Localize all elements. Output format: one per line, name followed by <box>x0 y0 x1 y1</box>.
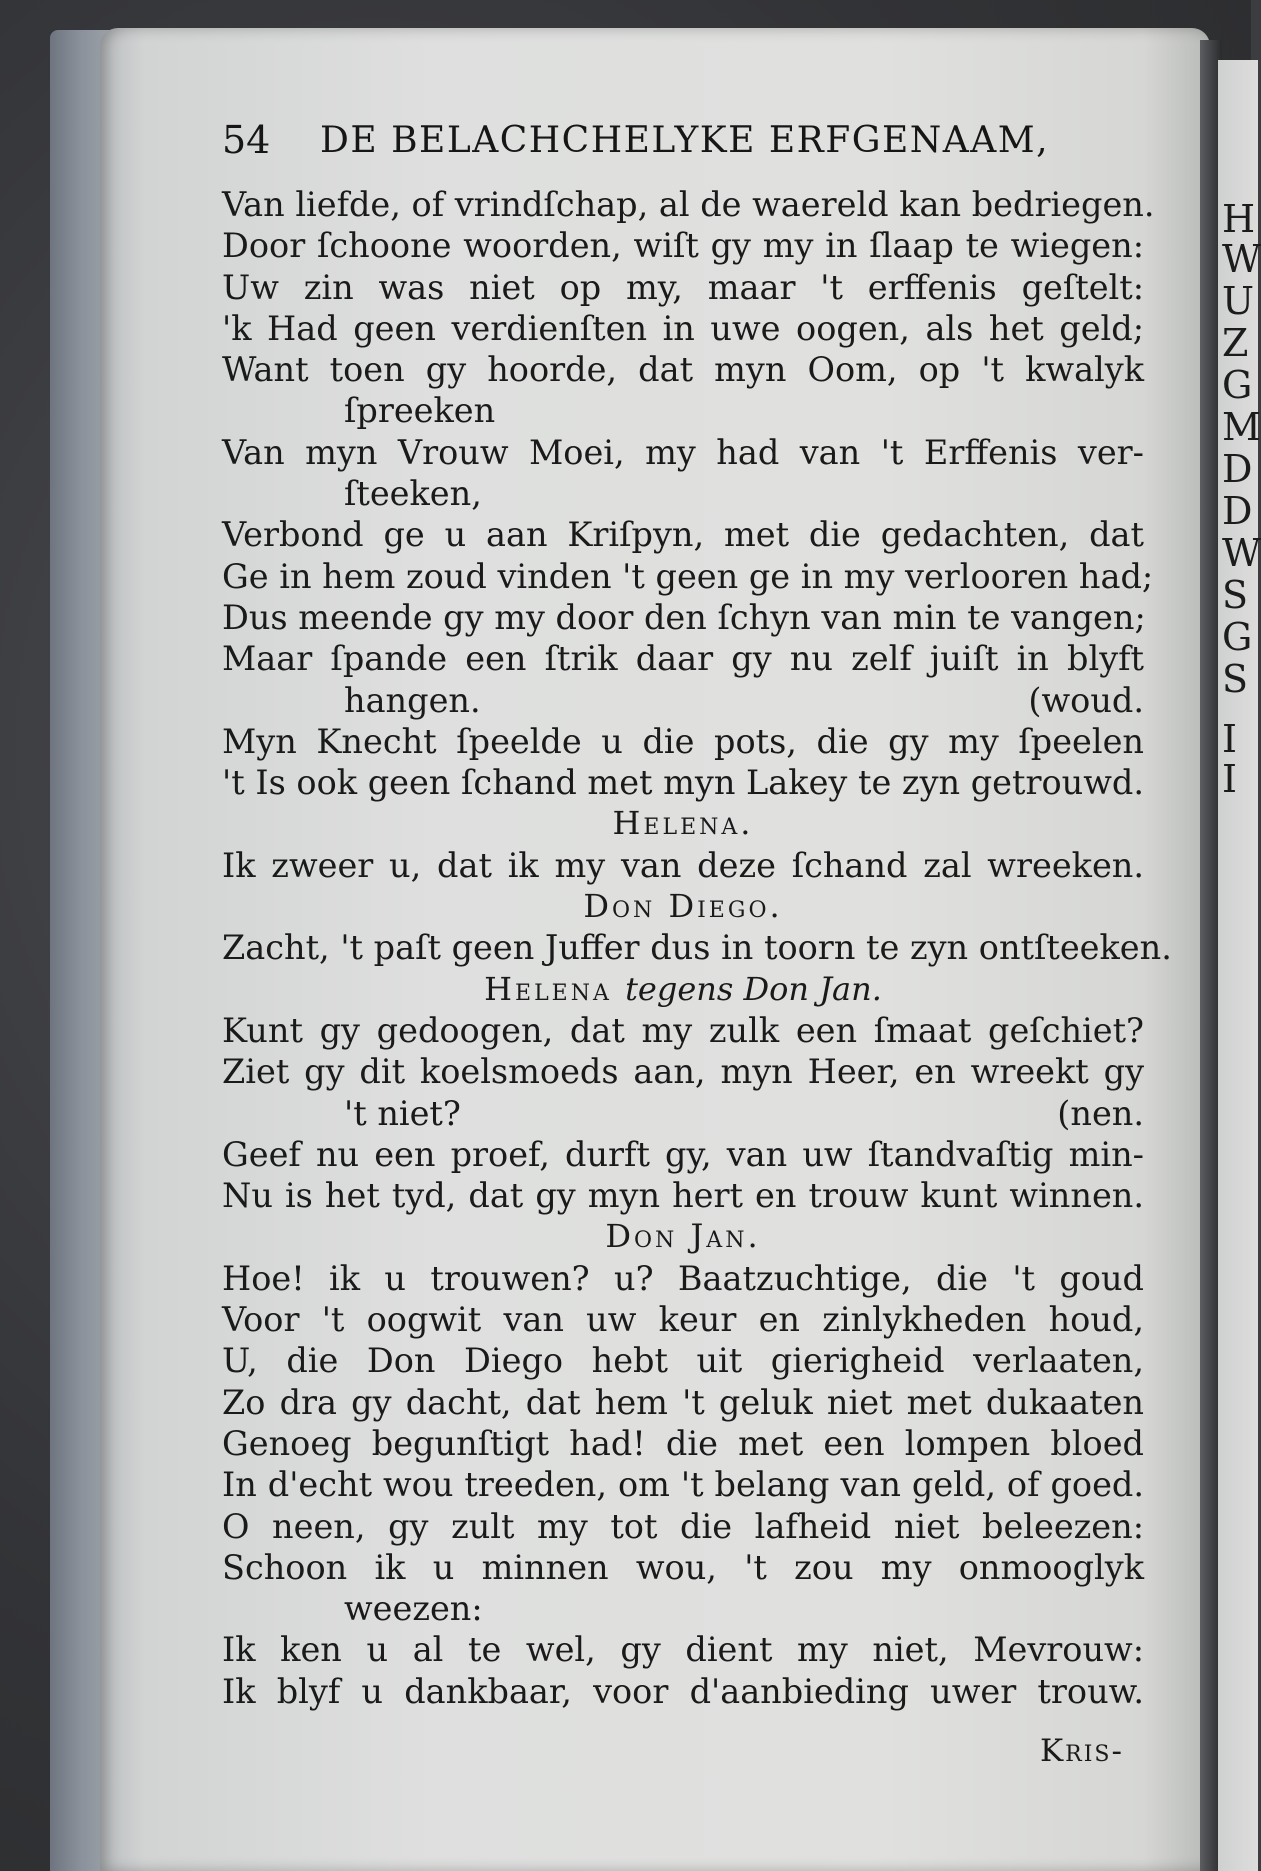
verse-line: Genoeg begunſtigt had! die met een lompen bloed <box>222 1423 1144 1463</box>
facing-page <box>1218 60 1261 1871</box>
speaker-name <box>222 886 1144 927</box>
verse-line: 'k Had geen verdienſten in uwe oogen, als het geld; <box>222 308 1144 348</box>
facing-page-letter: G <box>1222 615 1253 659</box>
verse-line: Ziet gy dit koelsmoeds aan, myn Heer, en wreekt gy <box>222 1052 1144 1092</box>
verse-line: Uw zin was niet op my, maar 't erffenis geſtelt: <box>222 267 1144 307</box>
speaker-label: Helena <box>484 969 612 1008</box>
verse-line: Dus meende gy my door den ſchyn van min te vangen; <box>222 597 1146 637</box>
verse-line: Van myn Vrouw Moei, my had van 't Erffenis ver- <box>222 432 1144 472</box>
verse-line-continuation: ſteeken, <box>344 474 482 514</box>
facing-page-letter: W <box>1222 237 1261 281</box>
facing-page-letter: S <box>1222 657 1249 701</box>
verse-line: Ik blyf u dankbaar, voor d'aanbieding uwer trouw. <box>222 1671 1144 1711</box>
verse-line: Ge in hem zoud vinden 't geen ge in my verlooren had; <box>222 556 1154 596</box>
verse-line: Door ſchoone woorden, wiſt gy my in ſlaap te wiegen: <box>222 226 1144 266</box>
verse-line: Ik ken u al te wel, gy dient my niet, Mevrouw: <box>222 1630 1144 1670</box>
verse-line: Verbond ge u aan Kriſpyn, met die gedachten, dat <box>222 515 1144 555</box>
verse-line-start: 't niet? <box>344 1093 461 1133</box>
speaker-label: Don Diego. <box>583 887 783 926</box>
verse-line: Zacht, 't paſt geen Juffer dus in toorn te zyn ontſteeken. <box>222 928 1172 968</box>
facing-page-letter: I <box>1222 757 1238 801</box>
running-head <box>222 118 1122 168</box>
verse-line: In d'echt wou treeden, om 't belang van geld, of goed. <box>222 1465 1144 1505</box>
verse-line: U, die Don Diego hebt uit gierigheid verlaaten, <box>222 1341 1144 1381</box>
running-title: DE BELACHCHELYKE ERFGENAAM, <box>320 120 1050 161</box>
verse-line: Nu is het tyd, dat gy myn hert en trouw kunt winnen. <box>222 1176 1144 1216</box>
verse-line <box>222 1093 1144 1134</box>
verse-line-overflow: (nen. <box>1057 1093 1144 1133</box>
speaker-label: Helena. <box>612 804 754 843</box>
verse-line: Want toen gy hoorde, dat myn Oom, op 't kwalyk <box>222 350 1144 390</box>
facing-page-letter: D <box>1222 447 1253 491</box>
verse-line <box>222 680 1144 721</box>
facing-page-letter: Z <box>1222 321 1249 365</box>
facing-page-letter: S <box>1222 573 1249 617</box>
verse-line-overflow: (woud. <box>1028 680 1144 720</box>
verse-line: O neen, gy zult my tot die lafheid niet beleezen: <box>222 1506 1144 1546</box>
speaker-name <box>222 803 1144 844</box>
facing-page-letter: D <box>1222 489 1253 533</box>
facing-page-letter: M <box>1222 405 1261 449</box>
catchword: Kris- <box>1040 1733 1124 1769</box>
verse-line: Maar ſpande een ſtrik daar gy nu zelf juiſt in blyft <box>222 639 1144 679</box>
speaker-name <box>222 969 1144 1010</box>
verse-line-continuation: weezen: <box>344 1589 483 1629</box>
verse-line: Ik zweer u, dat ik my van deze ſchand zal wreeken. <box>222 845 1144 885</box>
stage-direction: tegens Don Jan. <box>625 969 882 1008</box>
facing-page-letter: G <box>1222 363 1253 407</box>
facing-page-letter: W <box>1222 531 1261 575</box>
verse-line: Geef nu een proef, durft gy, van uw ſtandvaſtig min- <box>222 1134 1144 1174</box>
verse-line-continuation: ſpreeken <box>344 391 496 431</box>
verse-line: Schoon ik u minnen wou, 't zou my onmooglyk <box>222 1547 1144 1587</box>
facing-page-letter: U <box>1222 279 1255 323</box>
speaker-name <box>222 1216 1144 1257</box>
page-number: 54 <box>222 118 271 162</box>
verse-text <box>222 184 1172 1712</box>
verse-line: Voor 't oogwit van uw keur en zinlykheden houd, <box>222 1300 1144 1340</box>
verse-line: Zo dra gy dacht, dat hem 't geluk niet met dukaaten <box>222 1382 1144 1422</box>
facing-page-letter: H <box>1222 197 1256 241</box>
verse-line: Myn Knecht ſpeelde u die pots, die gy my ſpeelen <box>222 721 1144 761</box>
verse-line-start: hangen. <box>344 680 481 720</box>
speaker-label: Don Jan. <box>605 1217 761 1256</box>
verse-line: 't Is ook geen ſchand met myn Lakey te zyn getrouwd. <box>222 763 1144 803</box>
verse-line: Van liefde, of vrindſchap, al de waereld kan bedriegen. <box>222 185 1155 224</box>
verse-line: Hoe! ik u trouwen? u? Baatzuchtige, die 't goud <box>222 1258 1144 1298</box>
facing-page-letter: I <box>1222 717 1238 761</box>
verse-line: Kunt gy gedoogen, dat my zulk een ſmaat geſchiet? <box>222 1010 1144 1050</box>
